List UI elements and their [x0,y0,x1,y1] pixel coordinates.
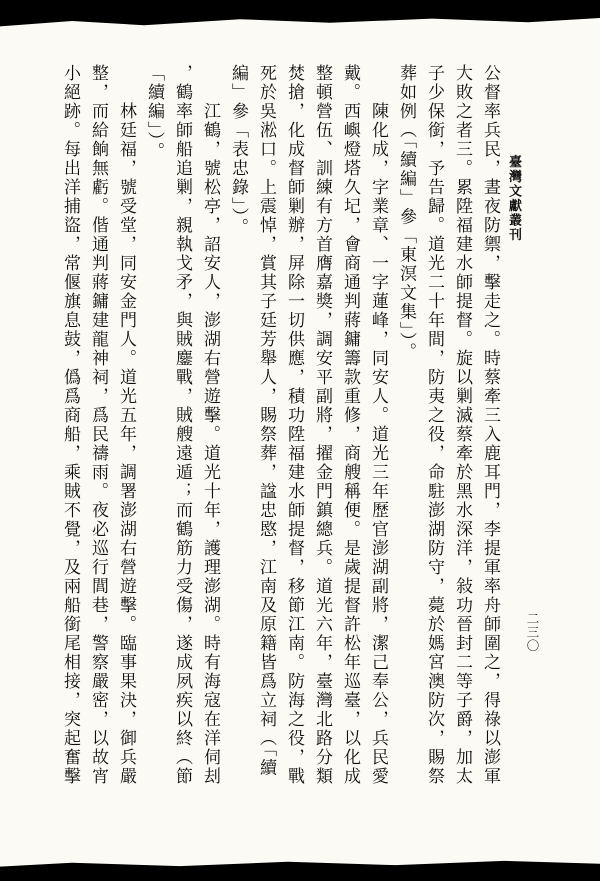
text-column: 編」參「表忠錄」）。 [229,64,248,237]
text-column: 葬如例（「續編」參「東溟文集」）。 [397,64,416,362]
running-title: 臺灣文獻叢刊 [507,155,522,242]
text-column: 小絕跡。每出洋捕盜，常偃旗息鼓，僞爲商船，乘賊不覺，及兩船銜尾相接，突起奮擊 [61,64,80,786]
scan-artifact-top-bar [0,0,600,30]
text-column: 整，而給餉無虧。偕通判蔣鏞建龍神祠，爲民禱雨。夜必巡行閭巷，警察嚴密，以故宵 [89,64,108,786]
body-text [56,64,504,786]
text-column-paragraph-start: 林廷福，號受堂，同安金門人。道光五年，調署澎湖右營遊擊。臨事果決，御兵嚴 [117,102,136,786]
text-column: 焚搶，化成督師剿辦，屏除一切供應，積功陞福建水師提督，移節江南。防海之役，戰 [285,64,304,786]
scan-artifact-bottom-bar [0,857,600,881]
page-number: 二三〇 [525,612,539,653]
text-column: 「續編」）。 [145,64,164,161]
text-column: 子少保銜，予告歸。道光二十年間，防夷之役，命駐澎湖防守，薨於媽宮澳防次，賜祭 [425,64,444,786]
text-column: 戴。西嶼燈塔久圮，會商通判蔣鏞籌款重修，商艘稱便。是歲提督許松年巡臺，以化成 [341,64,360,786]
text-column: 公督率兵民，晝夜防禦，擊走之。時蔡牽三入鹿耳門，李提軍率舟師圍之，得祿以澎軍 [481,64,500,786]
text-column: ，鶴率師船追剿，親執戈矛，與賊鏖戰，賊艘遠遁；而鶴筋力受傷，遂成夙疾以終（節 [173,64,192,786]
text-column-paragraph-start: 江鶴，號松亭，詔安人，澎湖右營遊擊。道光十年，護理澎湖。時有海寇在洋伺刦 [201,102,220,786]
text-column: 整頓營伍、訓練有方首膺嘉獎，調安平副將，擢金門鎮總兵。道光六年，臺灣北路分類 [313,64,332,786]
text-column: 大敗之者三。累陞福建水師提督。旋以剿滅蔡牽於黑水深洋，敍功晉封二等子爵，加太 [453,64,472,786]
text-column-paragraph-start: 陳化成，字業章、一字蓮峰，同安人。道光三年歷官澎湖副將，潔己奉公，兵民愛 [369,102,388,786]
text-column: 死於吳淞口。上震悼，賞其子廷芳舉人，賜祭葬，諡忠愍，江南及原籍皆爲立祠（「續 [257,64,276,778]
